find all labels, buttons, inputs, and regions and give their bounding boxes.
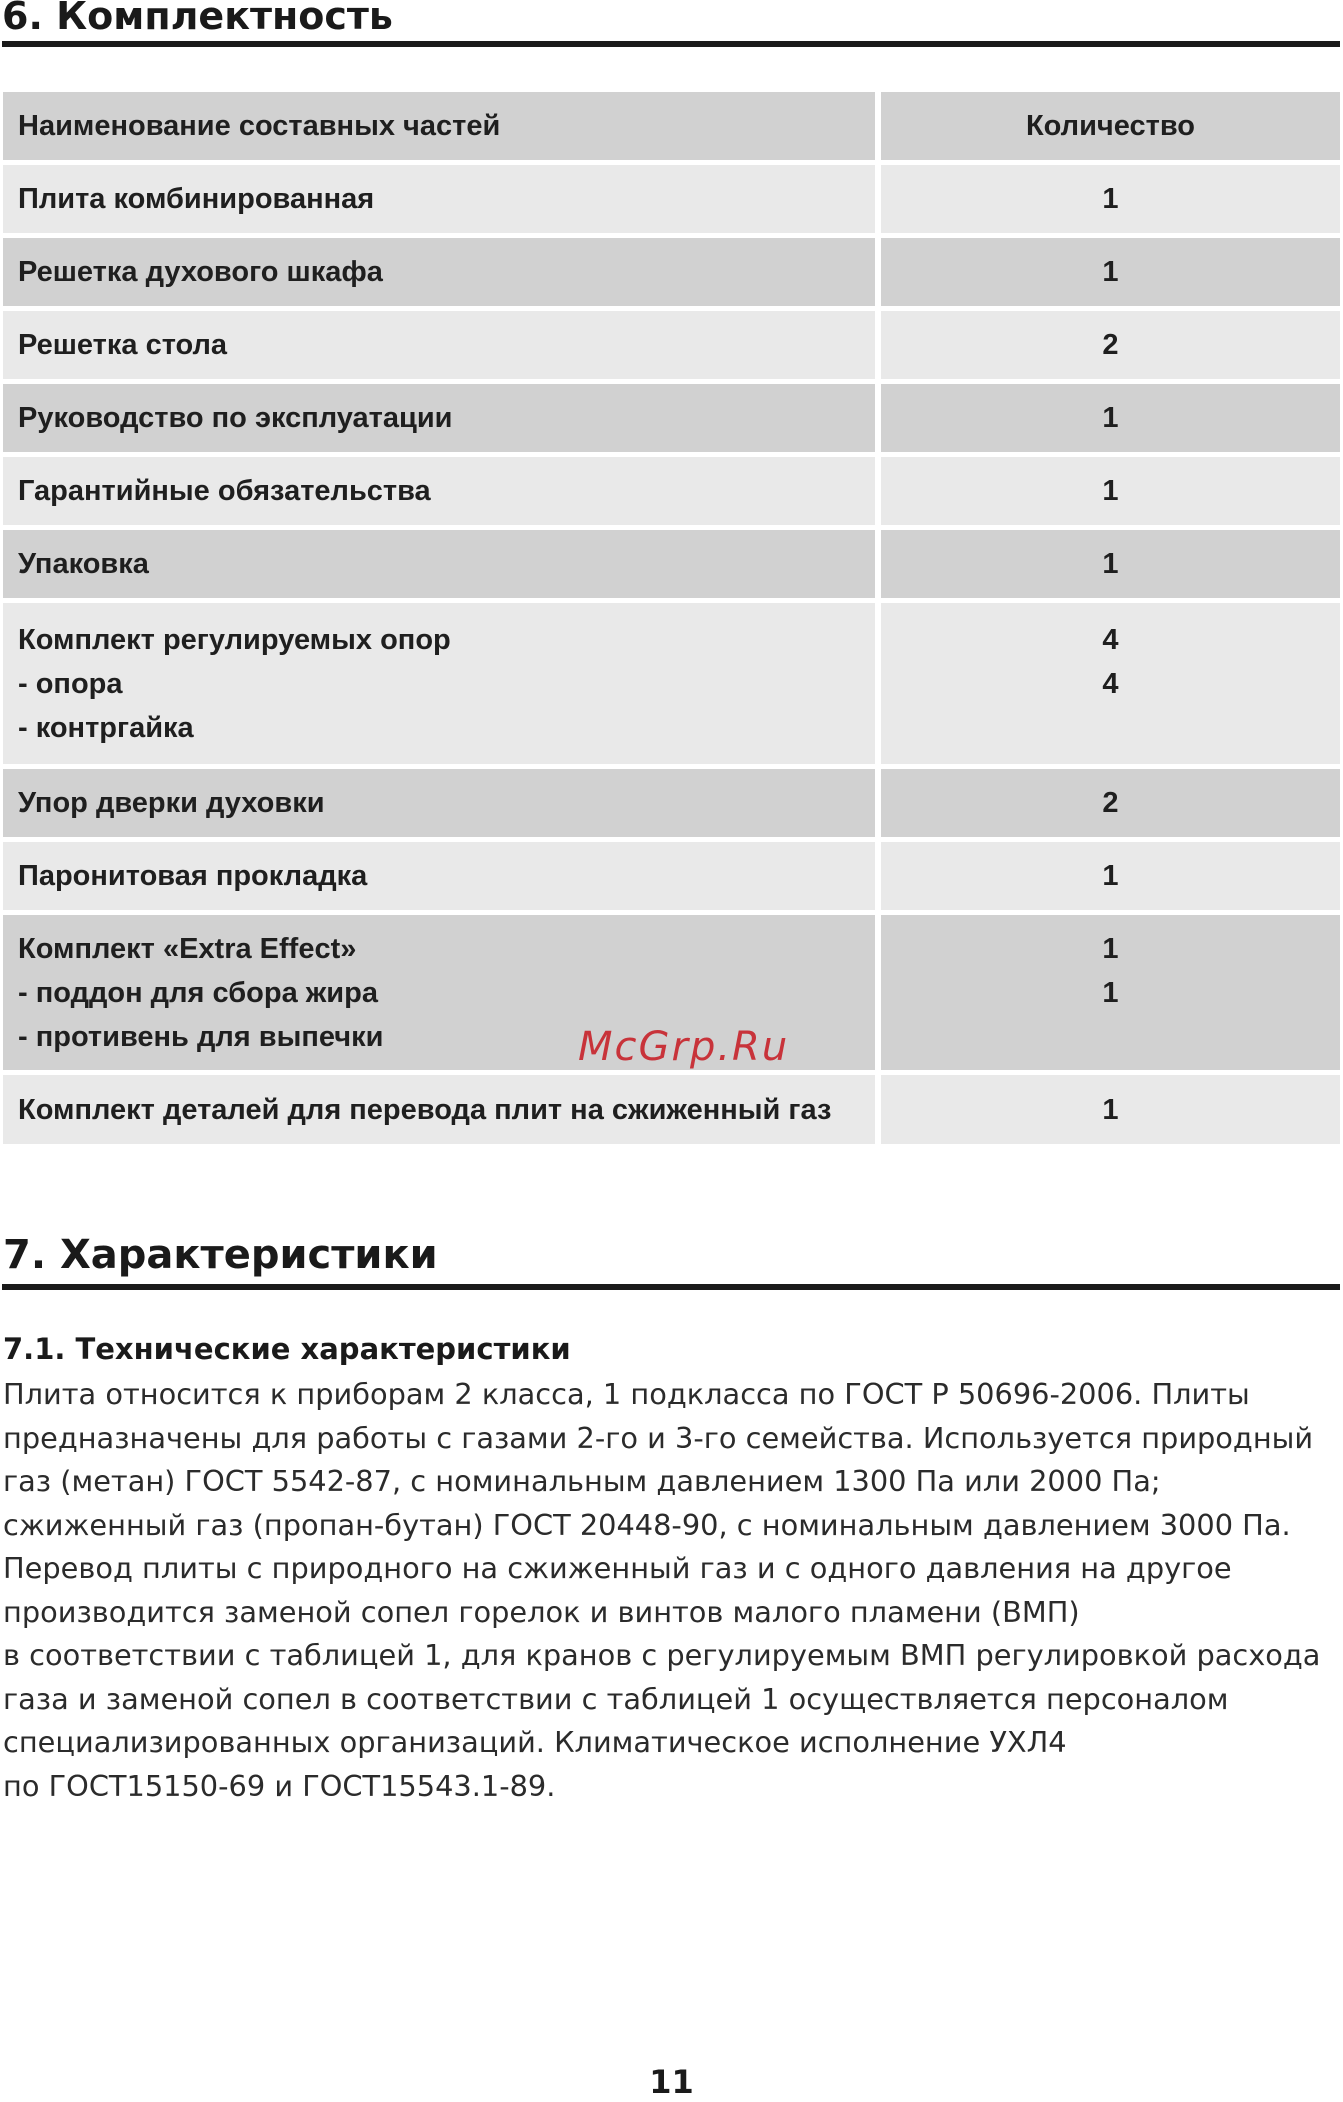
item-qty-line: 4 bbox=[1102, 667, 1119, 700]
paragraph-line: в соответствии с таблицей 1, для кранов с регулируемым ВМП регулировкой расхода bbox=[3, 1638, 1321, 1672]
item-qty: 1 bbox=[881, 1075, 1340, 1144]
item-line: Комплект регулируемых опор bbox=[18, 623, 451, 656]
item-name: Решетка духового шкафа bbox=[3, 238, 875, 306]
item-name: Руководство по эксплуатации bbox=[3, 384, 875, 452]
table-row bbox=[3, 769, 1340, 837]
item-qty-multiline bbox=[881, 603, 1340, 764]
item-line: - контргайка bbox=[18, 711, 194, 744]
item-name-multiline bbox=[3, 603, 875, 764]
section-6-title: 6. Комплектность bbox=[2, 0, 393, 38]
item-name: Комплект деталей для перевода плит на сжиженный газ bbox=[3, 1075, 875, 1144]
item-qty: 1 bbox=[881, 842, 1340, 910]
item-name: Решетка стола bbox=[3, 311, 875, 379]
item-name: Гарантийные обязательства bbox=[3, 457, 875, 525]
header-qty-cell: Количество bbox=[881, 92, 1340, 160]
paragraph-line: сжиженный газ (пропан-бутан) ГОСТ 20448-90, с номинальным давлением 3000 Па. bbox=[3, 1507, 1291, 1542]
item-line: Комплект «Extra Effect» bbox=[18, 932, 357, 965]
table-row bbox=[3, 384, 1340, 452]
item-line: - противень для выпечки bbox=[18, 1020, 384, 1053]
item-qty: 1 bbox=[881, 165, 1340, 233]
paragraph-line: газа и заменой сопел в соответствии с таблицей 1 осуществляется персоналом bbox=[3, 1681, 1229, 1716]
paragraph-line: газ (метан) ГОСТ 5542-87, с номинальным давлением 1300 Па или 2000 Па; bbox=[3, 1464, 1161, 1498]
paragraph-line: специализированных организаций. Климатическое исполнение УХЛ4 bbox=[3, 1725, 1067, 1759]
specs-paragraph bbox=[3, 1373, 1343, 1808]
table-row bbox=[3, 165, 1340, 233]
table-header-row bbox=[3, 92, 1340, 160]
table-row bbox=[3, 457, 1340, 525]
item-line: - опора bbox=[18, 667, 123, 700]
section-7-divider bbox=[2, 1284, 1340, 1290]
paragraph-line: Перевод плиты с природного на сжиженный газ и с одного давления на другое bbox=[3, 1551, 1232, 1585]
table-row bbox=[3, 530, 1340, 598]
header-name-cell: Наименование составных частей bbox=[3, 92, 875, 160]
item-qty-multiline bbox=[881, 915, 1340, 1070]
item-qty-line: 1 bbox=[1102, 976, 1119, 1009]
item-qty: 2 bbox=[881, 311, 1340, 379]
table-row bbox=[3, 238, 1340, 306]
item-qty-line: 4 bbox=[1102, 623, 1119, 656]
watermark: McGrp.Ru bbox=[578, 1024, 790, 1070]
item-qty: 2 bbox=[881, 769, 1340, 837]
item-qty: 1 bbox=[881, 384, 1340, 452]
item-qty-line: 1 bbox=[1102, 932, 1119, 965]
table-row bbox=[3, 311, 1340, 379]
item-qty: 1 bbox=[881, 457, 1340, 525]
item-name: Плита комбинированная bbox=[3, 165, 875, 233]
item-name: Паронитовая прокладка bbox=[3, 842, 875, 910]
table-row bbox=[3, 603, 1340, 764]
paragraph-line: предназначены для работы с газами 2-го и 3-го семейства. Используется природный bbox=[3, 1420, 1314, 1455]
paragraph-line: производится заменой сопел горелок и винтов малого пламени (ВМП) bbox=[3, 1594, 1080, 1629]
kit-table bbox=[3, 92, 1340, 1144]
item-qty: 1 bbox=[881, 530, 1340, 598]
section-6-divider bbox=[2, 41, 1340, 47]
item-name: Упор дверки духовки bbox=[3, 769, 875, 837]
page-number: 11 bbox=[649, 2063, 694, 2101]
paragraph-line: Плита относится к приборам 2 класса, 1 подкласса по ГОСТ Р 50696-2006. Плиты bbox=[3, 1377, 1250, 1411]
table-row bbox=[3, 1075, 1340, 1144]
table-row bbox=[3, 842, 1340, 910]
item-name: Упаковка bbox=[3, 530, 875, 598]
item-line: - поддон для сбора жира bbox=[18, 976, 378, 1009]
item-qty: 1 bbox=[881, 238, 1340, 306]
section-7-title: 7. Характеристики bbox=[3, 1232, 438, 1278]
subsection-title: 7.1. Технические характеристики bbox=[3, 1332, 571, 1366]
paragraph-line: по ГОСТ15150-69 и ГОСТ15543.1-89. bbox=[3, 1768, 556, 1803]
